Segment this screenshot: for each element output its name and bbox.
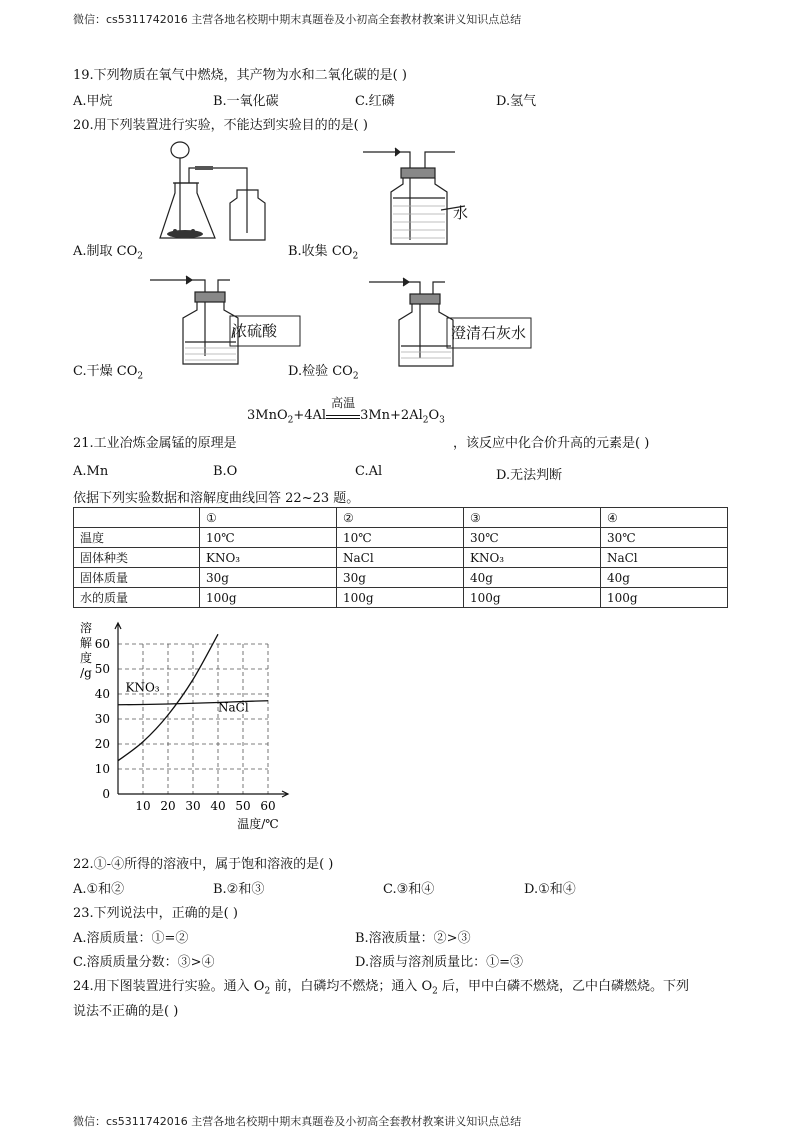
q19-option-a: A.甲烷 <box>73 94 113 109</box>
q21-option-c: C.Al <box>355 464 383 479</box>
table-cell: 30℃ <box>600 528 727 548</box>
q21-option-a: A.Mn <box>73 464 109 479</box>
table-cell: ③ <box>463 508 600 528</box>
intro-22-23: 依据下列实验数据和溶解度曲线回答 22~23 题。 <box>73 491 360 506</box>
question-24-stem-line1: 24.用下图装置进行实验。通入 $O_2$ 前，白磷均不燃烧；通入 $O_2$ 后，甲中白磷不燃烧，乙中白磷燃烧。下列 <box>73 979 690 997</box>
table-cell: 10℃ <box>336 528 463 548</box>
q23-option-a: A.溶质质量：①=② <box>73 931 189 946</box>
question-22-stem: 22.①-④所得的溶液中，属于饱和溶液的是( ) <box>73 857 334 872</box>
table-cell: KNO₃ <box>463 548 600 568</box>
experiment-data-table <box>73 507 728 608</box>
q23-option-d: D.溶质与溶剂质量比：①=③ <box>355 955 523 970</box>
figure-b-co2-collection <box>355 140 485 248</box>
page-footer: 微信：cs5311742016 主营各地名校期中期末真题卷及小初高全套教材教案讲义知识点总结 <box>73 1115 522 1128</box>
table-row <box>74 568 728 588</box>
table-row <box>74 528 728 548</box>
y-tick-label: 40 <box>94 687 110 701</box>
x-axis-label: 温度/℃ <box>237 817 279 831</box>
question-24-stem-line2: 说法不正确的是( ) <box>73 1004 179 1019</box>
q21-option-d: D.无法判断 <box>496 468 563 483</box>
table-cell: 10℃ <box>200 528 337 548</box>
table-cell: 温度 <box>74 528 200 548</box>
table-cell: ② <box>336 508 463 528</box>
x-tick-label: 20 <box>160 799 176 813</box>
series-label-nacl: NaCl <box>218 700 249 715</box>
table-cell: 水的质量 <box>74 588 200 608</box>
q19-option-c: C.红磷 <box>355 94 395 109</box>
y-axis-label: 解 <box>79 636 93 650</box>
table-cell: 40g <box>463 568 600 588</box>
figure-d-co2-test <box>365 272 535 370</box>
question-20-stem: 20.用下列装置进行实验，不能达到实验目的的是( ) <box>73 118 368 133</box>
table-row <box>74 588 728 608</box>
question-19-stem: 19.下列物质在氧气中燃烧，其产物为水和二氧化碳的是( ) <box>73 68 407 83</box>
y-tick-label: 0 <box>102 787 110 801</box>
y-tick-label: 50 <box>94 662 110 676</box>
table-cell: 100g <box>600 588 727 608</box>
label-water: 水 <box>453 204 469 222</box>
table-cell <box>74 508 200 528</box>
label-limewater: 澄清石灰水 <box>451 324 527 342</box>
q20-label-a: A.制取 $CO_2$ <box>73 244 143 262</box>
q19-option-d: D.氢气 <box>496 94 537 109</box>
q21-equation: 3MnO$_2$+4Al 高温 $3Mn+2Al_2O_3$ <box>247 396 445 426</box>
q23-option-c: C.溶质质量分数：③>④ <box>73 955 215 970</box>
table-cell: 100g <box>200 588 337 608</box>
q19-option-b: B.一氧化碳 <box>213 94 279 109</box>
table-cell: ① <box>200 508 337 528</box>
x-tick-label: 10 <box>135 799 151 813</box>
x-tick-label: 40 <box>210 799 226 813</box>
table-cell: 固体种类 <box>74 548 200 568</box>
y-axis-label: 溶 <box>79 621 93 635</box>
q21-option-b: B.O <box>213 464 238 479</box>
table-cell: 30℃ <box>463 528 600 548</box>
reaction-condition: 高温 <box>331 396 356 410</box>
table-cell: 固体质量 <box>74 568 200 588</box>
label-concentrated-sulfuric-acid: 浓硫酸 <box>232 322 278 340</box>
page-header: 微信：cs5311742016 主营各地名校期中期末真题卷及小初高全套教材教案讲义知识点总结 <box>73 13 522 26</box>
q22-option-b: B.②和③ <box>213 882 265 897</box>
table-cell: ④ <box>600 508 727 528</box>
x-tick-label: 60 <box>260 799 276 813</box>
table-cell: 40g <box>600 568 727 588</box>
solubility-chart-svg <box>74 618 298 834</box>
y-tick-label: 20 <box>94 737 110 751</box>
y-tick-label: 10 <box>94 762 110 776</box>
table-cell: 100g <box>463 588 600 608</box>
question-23-stem: 23.下列说法中，正确的是( ) <box>73 906 238 921</box>
x-tick-label: 30 <box>185 799 201 813</box>
q22-option-c: C.③和④ <box>383 882 435 897</box>
table-header-row <box>74 508 728 528</box>
table-row <box>74 548 728 568</box>
table-cell: KNO₃ <box>200 548 337 568</box>
q20-label-c: C.干燥 $CO_2$ <box>73 364 144 382</box>
q23-option-b: B.溶液质量：②>③ <box>355 931 471 946</box>
question-21-stem-post: ，该反应中化合价升高的元素是( ) <box>453 436 650 451</box>
q20-label-b: B.收集 $CO_2$ <box>288 244 359 262</box>
table-cell: NaCl <box>600 548 727 568</box>
table-cell: 100g <box>336 588 463 608</box>
solubility-chart <box>74 618 298 834</box>
y-axis-label: /g <box>80 666 92 680</box>
table-cell: 30g <box>336 568 463 588</box>
y-axis-label: 度 <box>79 651 93 665</box>
y-tick-label: 30 <box>94 712 110 726</box>
x-tick-label: 50 <box>235 799 251 813</box>
question-21-stem-pre: 21.工业冶炼金属锰的原理是 <box>73 436 237 451</box>
figure-c-co2-drying <box>150 268 310 368</box>
q22-option-d: D.①和④ <box>524 882 576 897</box>
q20-label-d: D.检验 $CO_2$ <box>288 364 359 382</box>
q22-option-a: A.①和② <box>73 882 125 897</box>
series-label-kno3: KNO₃ <box>125 680 160 695</box>
y-tick-label: 60 <box>94 637 110 651</box>
table-cell: 30g <box>200 568 337 588</box>
figure-a-co2-generation <box>155 138 280 248</box>
table-cell: NaCl <box>336 548 463 568</box>
